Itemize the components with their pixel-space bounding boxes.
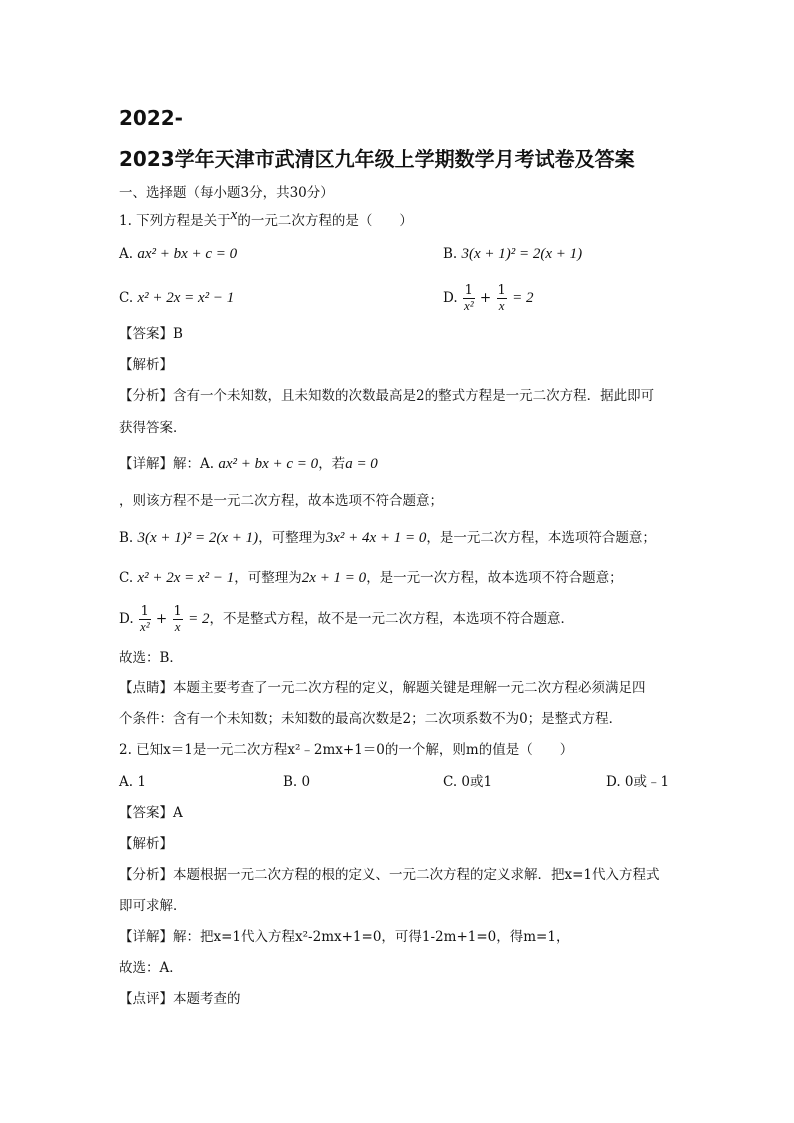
- q1-option-a: [119, 244, 237, 264]
- q2-answer: 【答案】A: [119, 805, 183, 821]
- q1-fenxi-line-2: 获得答案．: [119, 420, 187, 436]
- q1-option-c-math: x² + 2x = x² − 1: [137, 290, 235, 306]
- q1-line-b-mid: ，可整理为: [258, 530, 326, 546]
- q2-fenxi-line-1: 【分析】本题根据一元二次方程的根的定义、一元二次方程的定义求解．把x=1代入方程式: [119, 867, 660, 883]
- q1-fenxi-line-1: 【分析】含有一个未知数，且未知数的次数最高是2的整式方程是一元二次方程．据此即可: [119, 388, 655, 404]
- q1-line-c-mid: ，可整理为: [234, 570, 302, 586]
- q1-option-b: [443, 244, 582, 264]
- q1-option-b-math: 3(x + 1)² = 2(x + 1): [461, 246, 583, 262]
- q1-xiangjie-pre: 【详解】解：A.: [119, 456, 215, 472]
- q1-stem: [119, 207, 413, 231]
- q1-xiangjie-mid: ，若: [318, 456, 346, 472]
- q1-option-c-label: C.: [119, 290, 134, 306]
- q1-line-d-eq: = 2: [188, 611, 210, 627]
- q1-line-c-label: C.: [119, 570, 134, 586]
- q1-option-b-label: B.: [443, 246, 458, 262]
- frac-denominator: x: [498, 298, 505, 313]
- frac-numerator: 1: [173, 604, 182, 619]
- frac-numerator: 1: [140, 604, 149, 619]
- q2-option-c: C. 0或1: [443, 774, 493, 790]
- q1-line-b-label: B.: [119, 530, 134, 546]
- q1-guxuan: 故选：B．: [119, 650, 183, 666]
- q1-line-d-frac2: [173, 605, 183, 634]
- q1-line-d-frac1: [139, 605, 151, 634]
- q1-line-c-math: x² + 2x = x² − 1: [137, 570, 235, 586]
- q1-dianjing-line-1: 【点睛】本题主要考查了一元二次方程的定义，解题关键是理解一元二次方程必须满足四: [119, 680, 646, 696]
- q1-line-c-math2: 2x + 1 = 0: [301, 570, 367, 586]
- q1-stem-pre: 1. 下列方程是关于: [119, 213, 231, 229]
- q1-line-d-tail: ，不是整式方程，故不是一元二次方程，本选项不符合题意．: [209, 611, 574, 627]
- frac-numerator: 1: [464, 283, 473, 298]
- section-heading: 一、选择题（每小题3分，共30分）: [119, 185, 334, 201]
- q1-option-d-tail: = 2: [512, 290, 534, 306]
- q1-xiangjie: [119, 454, 378, 474]
- q1-line-b-math2: 3x² + 4x + 1 = 0: [325, 530, 427, 546]
- q1-line-b-math: 3(x + 1)² = 2(x + 1): [137, 530, 259, 546]
- frac-denominator: x²: [463, 298, 474, 313]
- q2-option-a: A. 1: [119, 774, 146, 790]
- q1-option-d: [443, 281, 533, 315]
- q1-line-d-label: D.: [119, 611, 134, 627]
- q1-analysis-label: 【解析】: [119, 357, 173, 373]
- q1-line-b: [119, 528, 656, 548]
- plus-sign: +: [155, 611, 168, 627]
- q1-option-d-label: D.: [443, 290, 458, 306]
- q1-line-c-tail: ，是一元一次方程，故本选项不符合题意；: [366, 570, 623, 586]
- frac-denominator: x: [174, 619, 181, 634]
- q1-xiangjie-math2: a = 0: [345, 456, 378, 472]
- q1-stem-post: 的一元二次方程的是（ ）: [237, 213, 413, 229]
- q1-xiangjie-math: ax² + bx + c = 0: [218, 456, 319, 472]
- q2-fenxi-line-2: 即可求解．: [119, 898, 187, 914]
- q1-stem-var: x: [230, 207, 238, 223]
- q2-analysis-label: 【解析】: [119, 836, 173, 852]
- q1-option-a-label: A.: [119, 246, 134, 262]
- q2-option-b: B. 0: [283, 774, 311, 790]
- q1-option-c: [119, 288, 234, 308]
- q2-dianping: 【点评】本题考查的: [119, 991, 241, 1007]
- q1-option-a-math: ax² + bx + c = 0: [137, 246, 238, 262]
- doc-title-line-2: 2023学年天津市武清区九年级上学期数学月考试卷及答案: [119, 147, 635, 171]
- plus-sign: +: [479, 290, 492, 306]
- frac-denominator: x²: [139, 619, 150, 634]
- q1-line-c: [119, 568, 623, 588]
- q2-guxuan: 故选：A．: [119, 960, 183, 976]
- q2-stem: 2. 已知x＝1是一元二次方程x²﹣2mx+1＝0的一个解，则m的值是（ ）: [119, 742, 574, 758]
- q2-option-d: D. 0或﹣1: [606, 774, 670, 790]
- q1-line-a2: ，则该方程不是一元二次方程，故本选项不符合题意；: [119, 493, 443, 509]
- q1-answer: 【答案】B: [119, 326, 183, 342]
- q1-dianjing-line-2: 个条件：含有一个未知数；未知数的最高次数是2；二次项系数不为0；是整式方程．: [119, 711, 623, 727]
- frac-numerator: 1: [497, 283, 506, 298]
- q1-line-b-tail: ，是一元二次方程，本选项符合题意；: [426, 530, 656, 546]
- q2-xiangjie: 【详解】解：把x=1代入方程x²-2mx+1=0，可得1-2m+1=0，得m=1，: [119, 929, 570, 945]
- q1-option-d-frac1: [463, 284, 475, 313]
- q1-line-d: [119, 602, 574, 636]
- doc-title-line-1: 2022-: [119, 106, 183, 130]
- q1-option-d-frac2: [497, 284, 507, 313]
